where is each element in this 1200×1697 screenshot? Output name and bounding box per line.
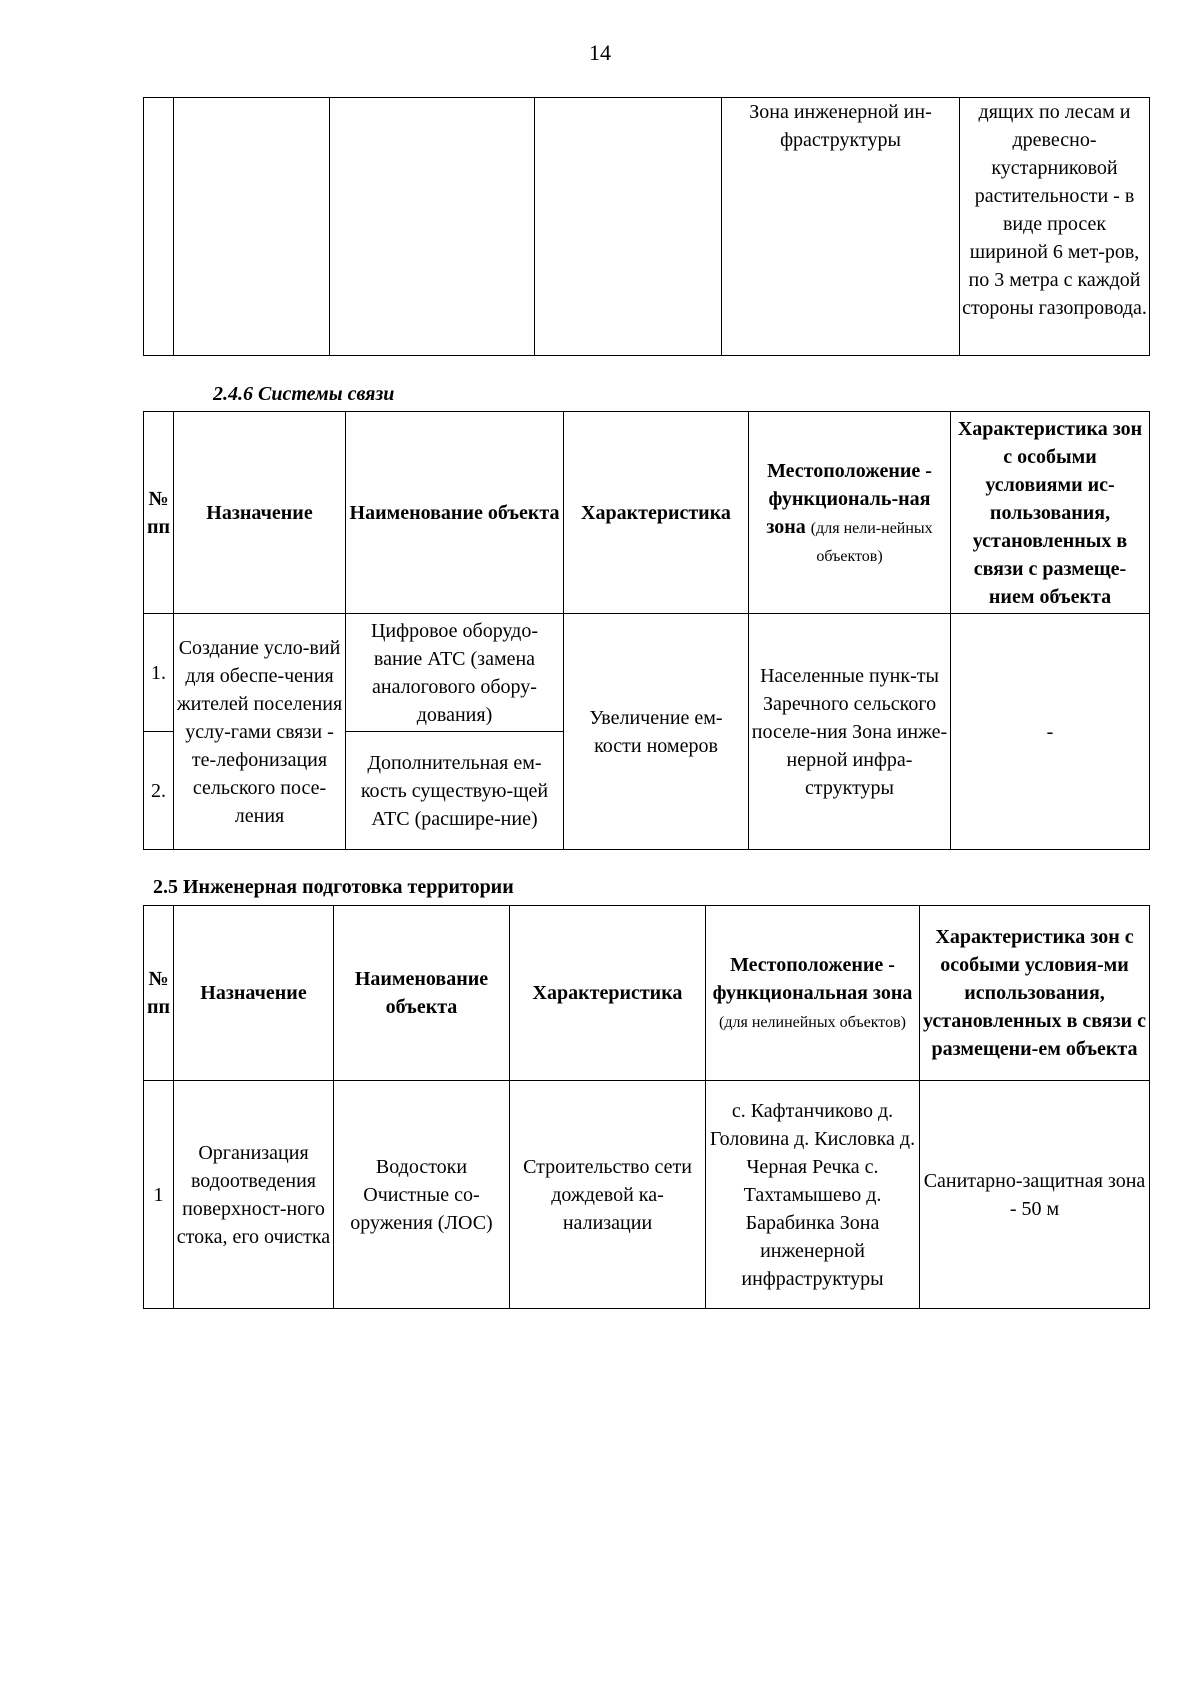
row-location: Населенные пунк-ты Заречного сельского поселе-ния Зона инже-нерной инфра-структуры	[749, 614, 951, 850]
header-zone-char: Характеристика зон с особыми условиями ис-пользования, установленных в связи с размеще-нием объекта	[951, 412, 1150, 614]
page-number: 14	[589, 40, 611, 65]
header-location-main: Местоположение - функциональная зона	[712, 954, 913, 1004]
continuation-char-cell	[535, 98, 722, 356]
table-row	[144, 1081, 1150, 1309]
row-name: Водостоки Очистные со-оружения (ЛОС)	[334, 1081, 510, 1309]
communications-section-title: 2.4.6 Системы связи	[213, 383, 395, 405]
header-zone-char: Характеристика зон с особыми условия-ми использования, установленных в связи с размещени-ем объекта	[920, 906, 1150, 1081]
header-name: Наименование объекта	[346, 412, 564, 614]
row-characteristic: Строительство сети дождевой ка-нализации	[510, 1081, 706, 1309]
row-num: 1.	[144, 614, 174, 732]
row-purpose: Создание усло-вий для обеспе-чения жителей поселения услу-гами связи - те-лефонизация сельского посе-ления	[174, 614, 346, 850]
header-location-note: (для нели-нейных объектов)	[810, 519, 933, 565]
header-location	[706, 906, 920, 1081]
row-name: Дополнительная ем-кость существую-щей АТС (расшире-ние)	[346, 732, 564, 850]
continuation-num-cell	[144, 98, 174, 356]
engineering-table	[143, 905, 1150, 1309]
row-num: 1	[144, 1081, 174, 1309]
communications-table	[143, 411, 1150, 850]
row-characteristic: Увеличение ем-кости номеров	[564, 614, 749, 850]
row-location: с. Кафтанчиково д. Головина д. Кисловка д. Черная Речка с. Тахтамышево д. Барабинка Зона инженерной инфраструктуры	[706, 1081, 920, 1309]
continuation-zone-cell: Зона инженерной ин-фраструктуры	[722, 98, 960, 356]
header-characteristic: Характеристика	[564, 412, 749, 614]
row-zone-char: -	[951, 614, 1150, 850]
header-purpose: Назначение	[174, 412, 346, 614]
row-num: 2.	[144, 732, 174, 850]
header-location	[749, 412, 951, 614]
header-name: Наименование объекта	[334, 906, 510, 1081]
engineering-section-title: 2.5 Инженерная подготовка территории	[153, 876, 514, 898]
continuation-purpose-cell	[174, 98, 330, 356]
row-name: Цифровое оборудо-вание АТС (замена аналогового обору-дования)	[346, 614, 564, 732]
row-purpose: Организация водоотведения поверхност-ного стока, его очистка	[174, 1081, 334, 1309]
row-zone-char: Санитарно-защитная зона - 50 м	[920, 1081, 1150, 1309]
continuation-right-cell: дящих по лесам и древесно-кустарниковой растительности - в виде просек шириной 6 мет-ров, по 3 метра с каждой стороны газопровода.	[960, 98, 1150, 356]
header-location-note: (для нелинейных объектов)	[719, 1014, 906, 1031]
continuation-table	[143, 97, 1150, 356]
header-characteristic: Характеристика	[510, 906, 706, 1081]
continuation-name-cell	[330, 98, 535, 356]
header-num: № пп	[144, 906, 174, 1081]
header-location-main: Местоположение - функциональ-ная зона	[766, 459, 932, 538]
table-row	[144, 614, 1150, 732]
header-num: № пп	[144, 412, 174, 614]
header-purpose: Назначение	[174, 906, 334, 1081]
